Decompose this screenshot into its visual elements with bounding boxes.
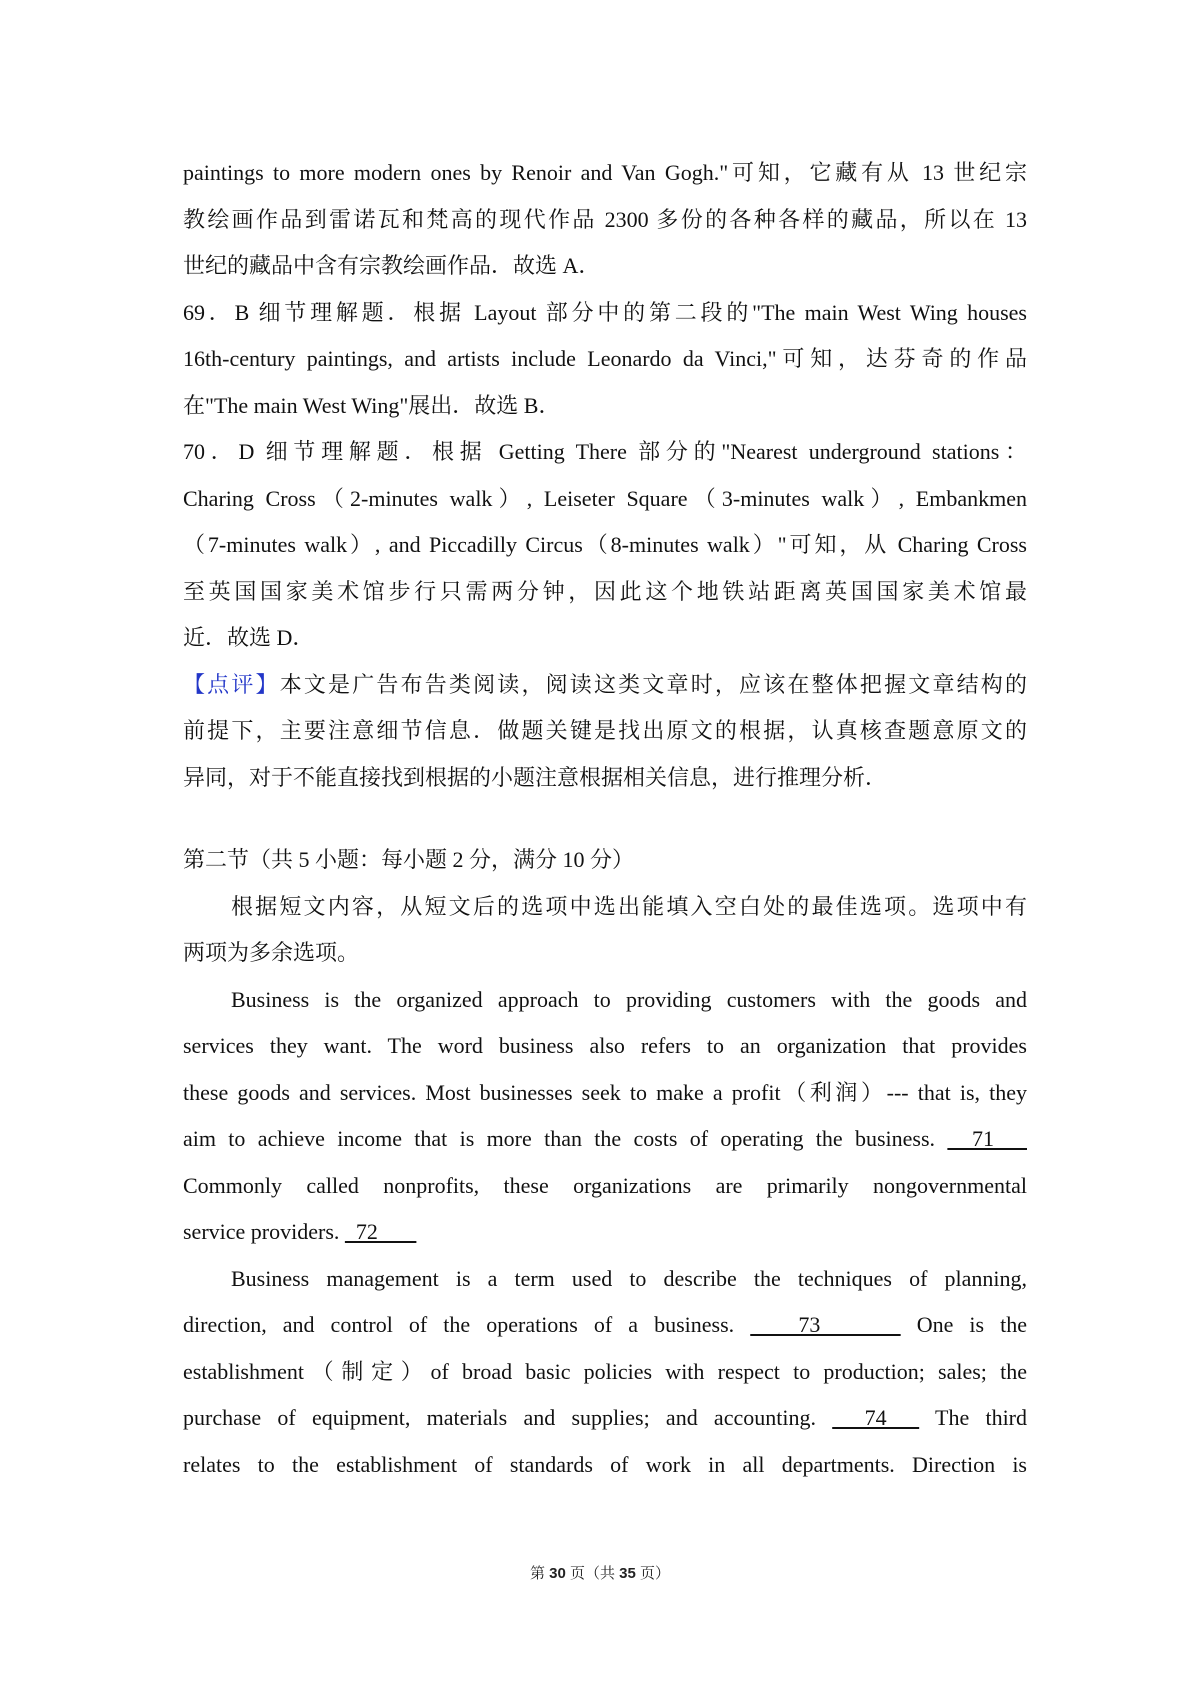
blank-71: 71 xyxy=(947,1126,1027,1151)
text-line: 16th-century paintings, and artists include Leonardo da Vinci,"可知，达芬奇的作品 xyxy=(183,346,1027,371)
passage-line: establishment（制定）of broad basic policies with respect to production; sales; the xyxy=(183,1358,1027,1384)
text-line: 异同，对于不能直接找到根据的小题注意根据相关信息，进行推理分析． xyxy=(183,764,888,790)
text-span: direction, and control of the operations of a business. xyxy=(183,1312,735,1337)
instruction-line: 根据短文内容，从短文后的选项中选出能填入空白处的最佳选项。选项中有 xyxy=(231,893,1027,919)
text-span: One is the xyxy=(916,1312,1028,1337)
text-span: purchase of equipment, materials and supplies; and accounting. xyxy=(183,1405,816,1430)
text-span: service providers. xyxy=(183,1219,340,1244)
text-span: aim to achieve income that is more than the costs of operating the business. xyxy=(183,1126,936,1151)
passage-line: these goods and services. Most businesses seek to make a profit（利润）--- that is, they xyxy=(183,1079,1027,1105)
page-footer xyxy=(0,1562,1200,1583)
text-span: The third xyxy=(935,1405,1028,1430)
blank-74: 74 xyxy=(832,1405,920,1430)
blank-72: 72 xyxy=(344,1219,417,1244)
section-heading: 第二节（共 5 小题：每小题 2 分，满分 10 分） xyxy=(183,847,635,872)
text-line: 世纪的藏品中含有宗教绘画作品．故选 A． xyxy=(183,253,601,278)
text-line: 两项为多余选项。 xyxy=(183,940,360,965)
text-line: Charing Cross（2-minutes walk）, Leiseter Square（3-minutes walk）, Embankmen xyxy=(183,485,1027,511)
text-span: 本文是广告布告类阅读，阅读这类文章时，应该在整体把握文章结构的 xyxy=(279,671,1027,697)
page-number: 30 xyxy=(549,1565,566,1582)
blank-73: 73 xyxy=(750,1312,901,1337)
text-line: paintings to more modern ones by Renoir and Van Gogh."可知，它藏有从 13 世纪宗 xyxy=(183,160,1027,185)
text-line: 教绘画作品到雷诺瓦和梵高的现代作品 2300 多份的各种各样的藏品，所以在 13 xyxy=(183,206,1027,232)
passage-line: Business management is a term used to describe the techniques of planning, xyxy=(231,1265,1027,1291)
page-total: 35 xyxy=(619,1565,636,1582)
passage-line xyxy=(183,1116,1027,1163)
passage-line: Business is the organized approach to providing customers with the goods and xyxy=(231,986,1027,1012)
text-line: 前提下，主要注意细节信息．做题关键是找出原文的根据，认真核查题意原文的 xyxy=(183,718,1027,743)
comment-tag: 【点评】 xyxy=(183,671,280,697)
document-page xyxy=(183,150,1027,1488)
footer-suffix: 页） xyxy=(635,1565,671,1582)
answer-69: 69．B 细节理解题．根据 Layout 部分中的第二段的"The main West Wing houses xyxy=(183,299,1027,325)
passage-line xyxy=(183,1302,1027,1349)
passage-line xyxy=(183,1395,1027,1442)
passage-line xyxy=(183,1209,1027,1256)
text-line: 至英国国家美术馆步行只需两分钟，因此这个地铁站距离英国国家美术馆最 xyxy=(183,578,1027,604)
text-line: 近．故选 D． xyxy=(183,625,315,650)
comment-paragraph xyxy=(183,662,1027,709)
text-line: （7-minutes walk）, and Piccadilly Circus（8-minutes walk）"可知，从 Charing Cross xyxy=(183,532,1027,557)
footer-prefix: 第 xyxy=(529,1565,550,1582)
footer-middle: 页（共 xyxy=(565,1565,620,1582)
passage-line: services they want. The word business also refers to an organization that provides xyxy=(183,1033,1027,1058)
text-line: 在"The main West Wing"展出．故选 B． xyxy=(183,392,561,418)
passage-line: relates to the establishment of standards of work in all departments. Direction is xyxy=(183,1451,1027,1477)
passage-line: Commonly called nonprofits, these organizations are primarily nongovernmental xyxy=(183,1172,1027,1198)
answer-70: 70．D 细节理解题．根据 Getting There 部分的"Nearest underground stations： xyxy=(183,439,1027,464)
spacer xyxy=(183,801,1027,837)
